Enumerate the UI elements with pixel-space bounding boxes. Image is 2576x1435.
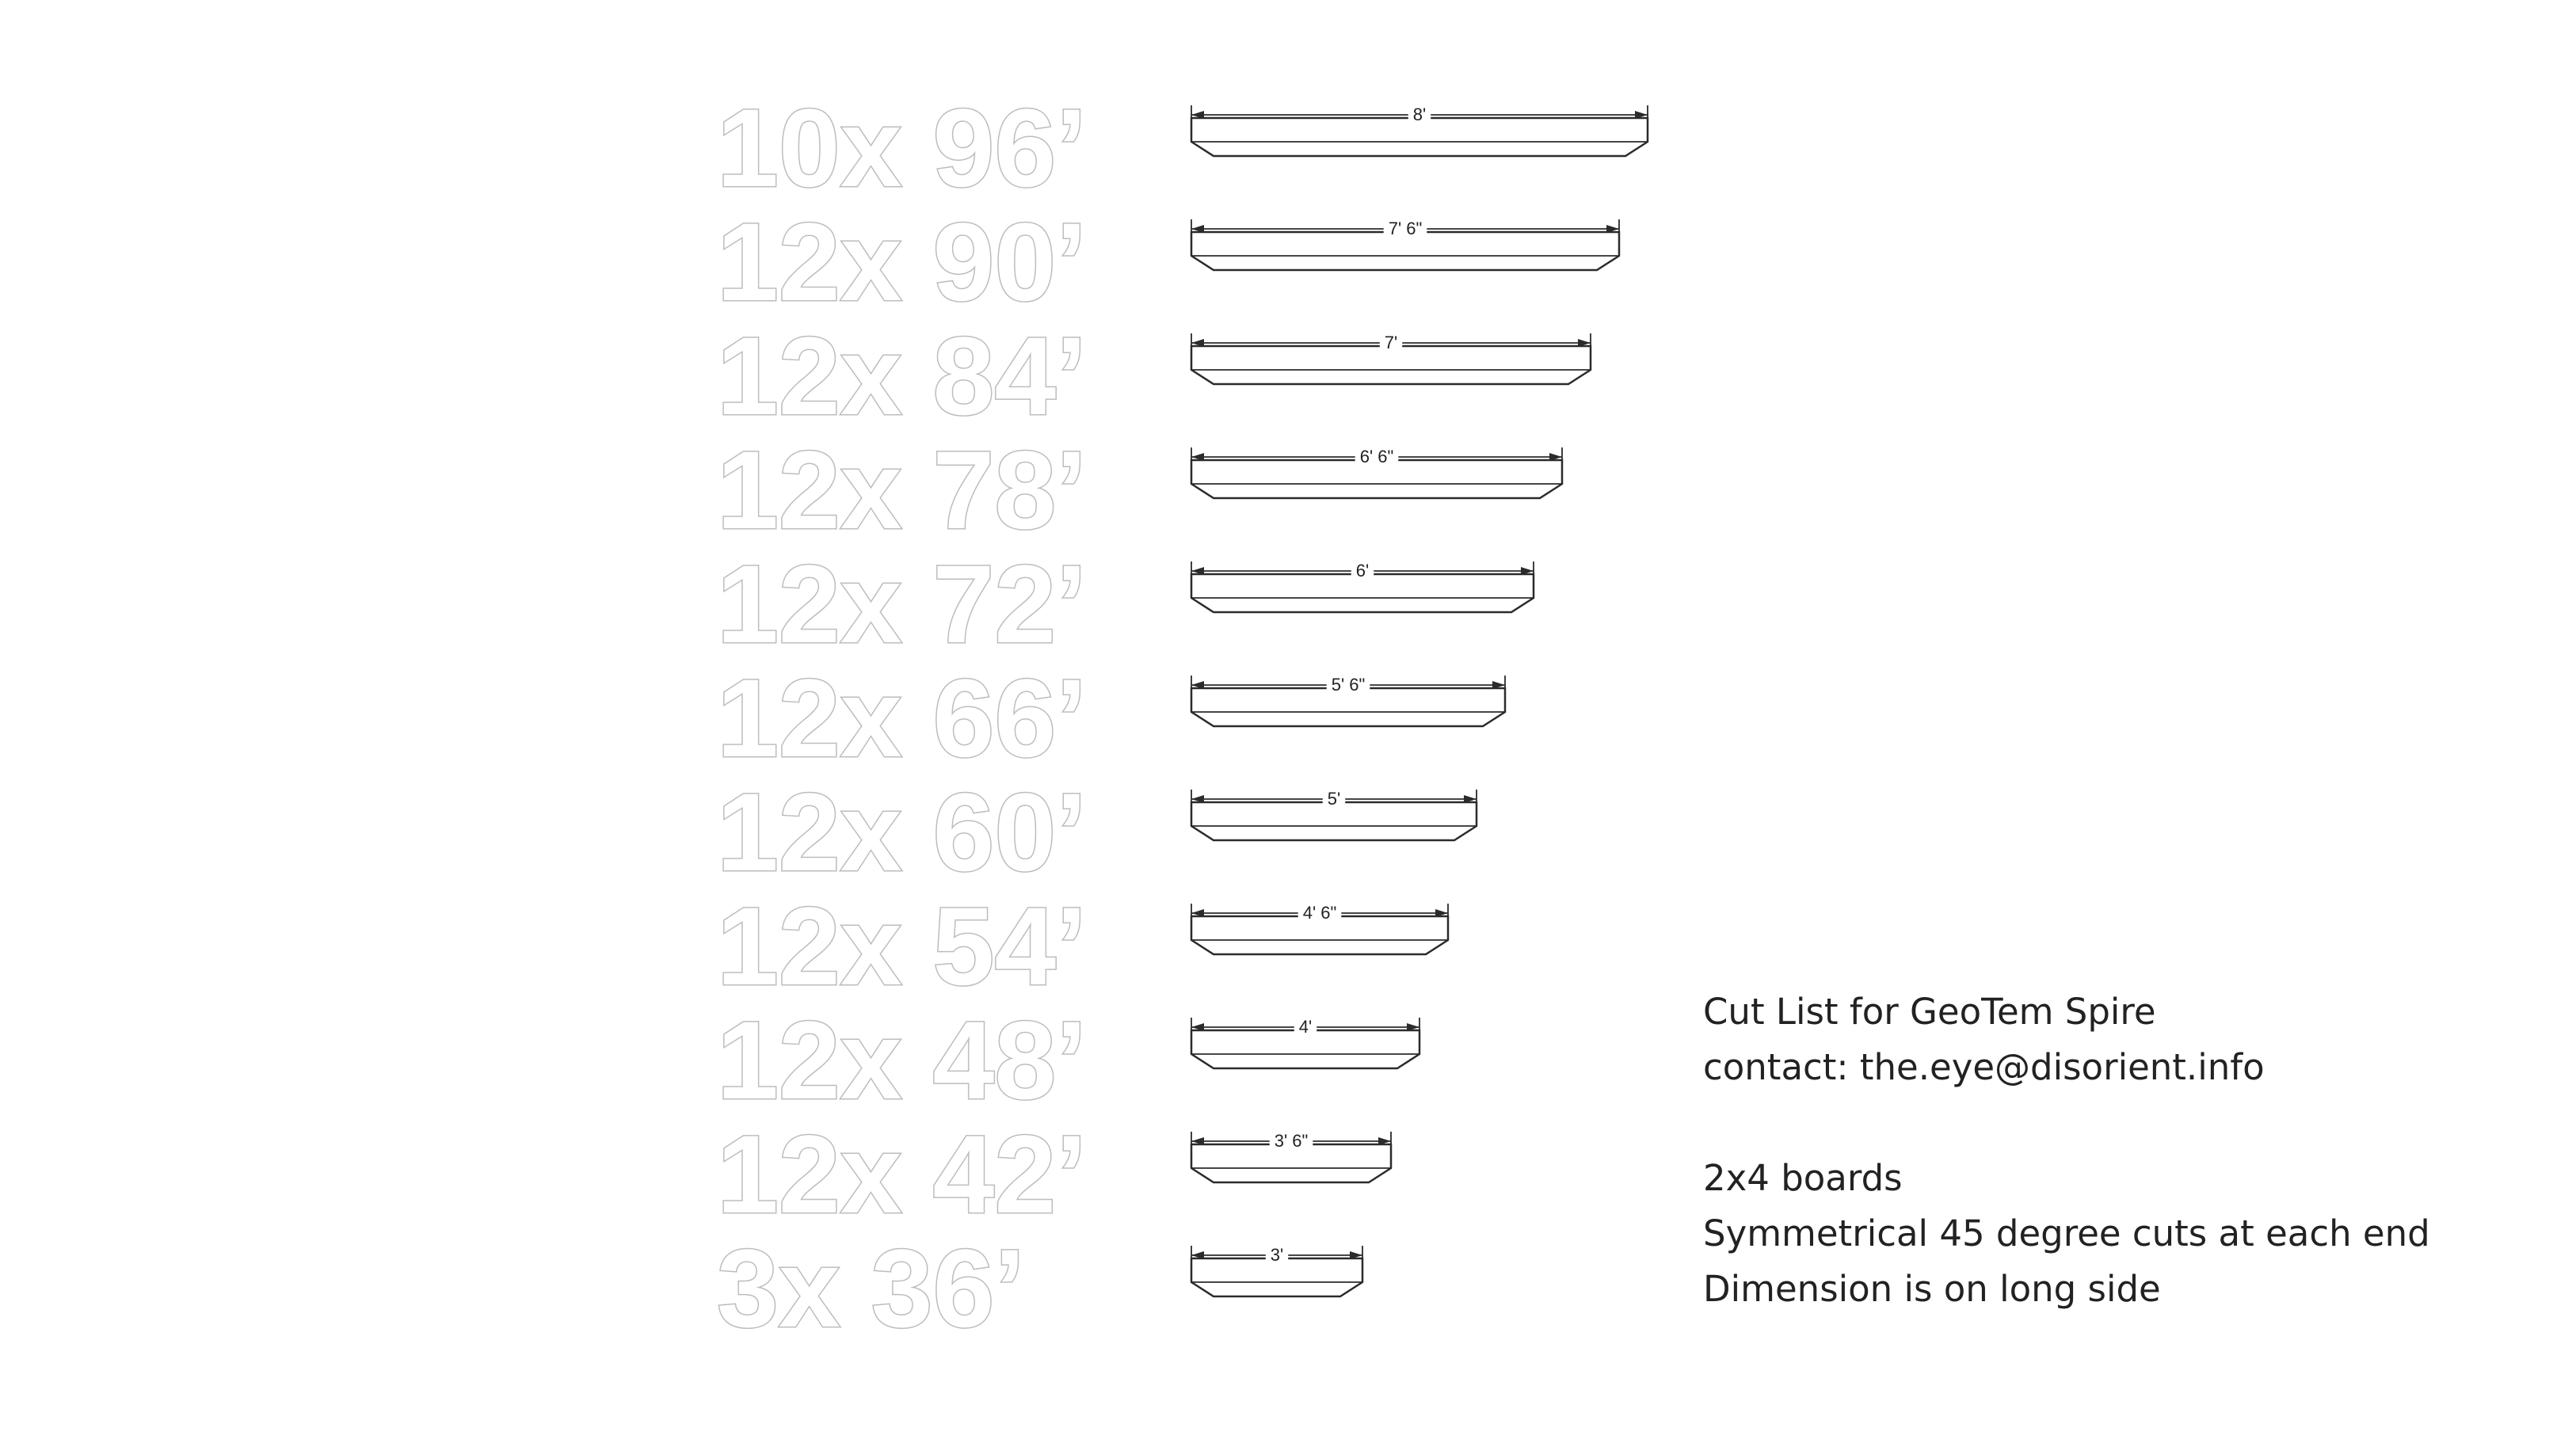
dimension-text: 7' 6" xyxy=(1388,219,1423,238)
cut-row xyxy=(717,1226,1362,1350)
cut-quantity-label: 12x 54’ xyxy=(717,884,1088,1008)
cut-row xyxy=(717,770,1477,894)
dimension-text: 4' 6" xyxy=(1302,903,1337,923)
cut-quantity-label: 12x 66’ xyxy=(717,656,1088,780)
dimension-text: 5' 6" xyxy=(1331,675,1366,695)
dimension-text: 7' xyxy=(1384,333,1398,352)
cut-row xyxy=(717,1112,1391,1236)
cut-row xyxy=(717,656,1505,780)
cut-quantity-label: 3x 36’ xyxy=(717,1226,1026,1350)
dimension-text: 3' xyxy=(1270,1245,1284,1265)
dimension-text: 8' xyxy=(1412,105,1427,124)
dimension-text: 6' 6" xyxy=(1359,447,1394,466)
cut-row xyxy=(717,314,1591,438)
cut-quantity-label: 12x 84’ xyxy=(717,314,1088,438)
notes-material: 2x4 boards xyxy=(1703,1157,1903,1199)
cut-quantity-label: 12x 48’ xyxy=(717,998,1088,1122)
cut-quantity-label: 12x 60’ xyxy=(717,770,1088,894)
cut-quantity-label: 12x 42’ xyxy=(717,1112,1088,1236)
notes-dimension: Dimension is on long side xyxy=(1703,1268,2161,1310)
cut-quantity-label: 10x 96’ xyxy=(717,86,1088,210)
dimension-text: 5' xyxy=(1327,789,1341,809)
cut-row xyxy=(717,884,1448,1008)
notes-cuts: Symmetrical 45 degree cuts at each end xyxy=(1703,1212,2430,1254)
cut-quantity-label: 12x 72’ xyxy=(717,542,1088,666)
cut-row xyxy=(717,86,1648,210)
cut-quantity-label: 12x 78’ xyxy=(717,428,1088,552)
notes-title: Cut List for GeoTem Spire xyxy=(1703,991,2156,1033)
cut-row xyxy=(717,200,1619,324)
dimension-text: 6' xyxy=(1355,561,1370,580)
dimension-text: 4' xyxy=(1298,1017,1313,1037)
cut-row xyxy=(717,998,1419,1122)
dimension-text: 3' 6" xyxy=(1274,1131,1309,1151)
notes-contact: contact: the.eye@disorient.info xyxy=(1703,1046,2265,1088)
cut-quantity-label: 12x 90’ xyxy=(717,200,1088,324)
cut-row xyxy=(717,542,1534,666)
notes-panel xyxy=(1703,984,2430,1317)
cut-row xyxy=(717,428,1562,552)
